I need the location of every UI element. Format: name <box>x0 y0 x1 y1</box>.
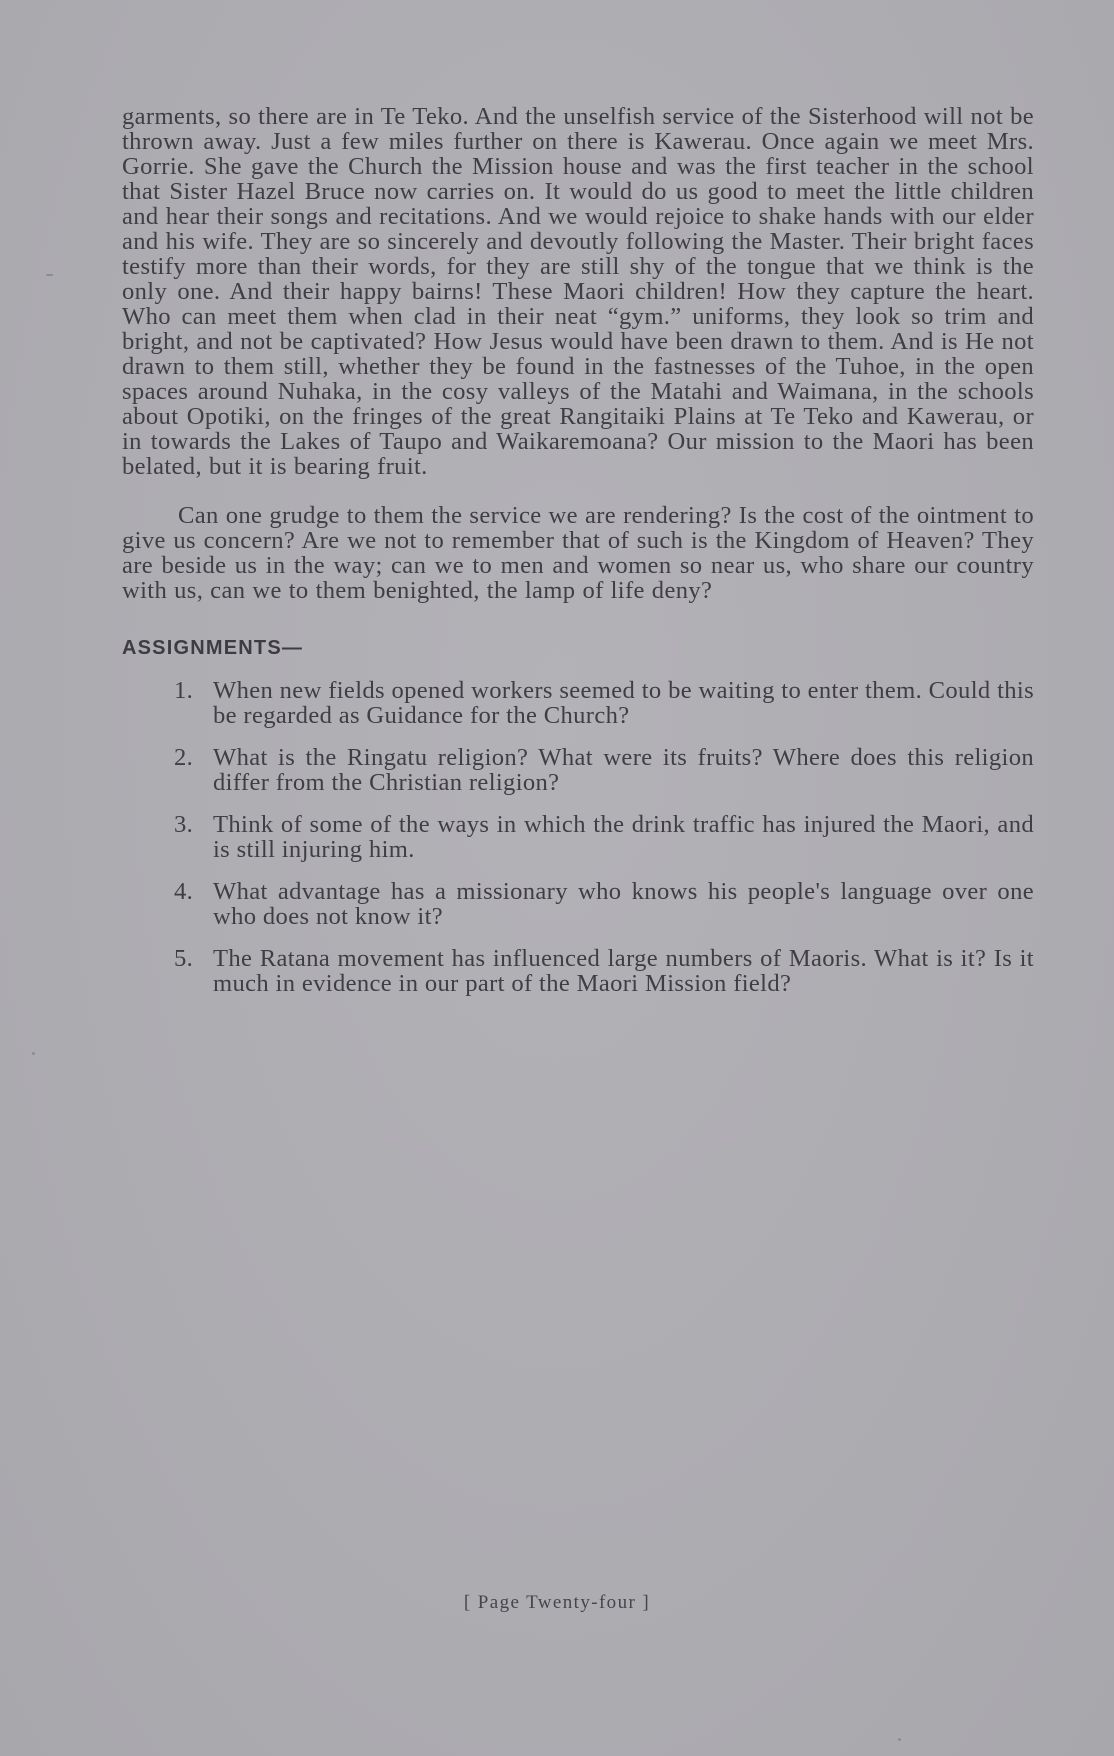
assignment-number: 2. <box>174 744 194 771</box>
paper-speck <box>898 1738 901 1741</box>
assignment-number: 5. <box>174 945 194 972</box>
assignment-number: 4. <box>174 878 194 905</box>
page-body <box>122 104 1034 1013</box>
assignments-list <box>122 678 1034 996</box>
body-paragraph-2: Can one grudge to them the service we are rendering? Is the cost of the ointment to give us concern? Are we not to remember that of such is the Kingdom of Heaven? They are beside us in the way; can we to men and women so near us, who share our country with us, can we to them benighted, the lamp of life deny? <box>122 502 1034 604</box>
page-number: [ Page Twenty-four ] <box>463 1592 651 1613</box>
assignment-item-2 <box>122 745 1034 795</box>
assignment-item-1 <box>122 678 1034 728</box>
paper-speck <box>32 1052 35 1055</box>
paper-speck <box>46 274 53 276</box>
assignment-text: What is the Ringatu religion? What were its fruits? Where does this religion differ from the Christian religion? <box>213 744 1034 796</box>
body-paragraph-1: garments, so there are in Te Teko. And the unselfish service of the Sisterhood will not be thrown away. Just a few miles further on there is Kawerau. Once again we meet Mrs. Gorrie. She gave the Church the Mission house and was the first teacher in the school that Sister Hazel Bruce now carries on. It would do us good to meet the little children and hear their songs and recitations. And we would rejoice to shake hands with our elder and his wife. They are so sincerely and devoutly following the Master. Their bright faces testify more than their words, for they are still shy of the tongue that we think is the only one. And their happy bairns! These Maori children! How they capture the heart. Who can meet them when clad in their neat “gym.” uniforms, they look so trim and bright, and not be captivated? How Jesus would have been drawn to them. And is He not drawn to them still, whether they be found in the fastnesses of the Tuhoe, in the open spaces around Nuhaka, in the cosy valleys of the Matahi and Waimana, in the schools about Opotiki, on the fringes of the great Rangitaiki Plains at Te Teko and Kawerau, or in towards the Lakes of Taupo and Waikaremoana? Our mission to the Maori has been belated, but it is bearing fruit. <box>122 103 1034 480</box>
assignment-item-5 <box>122 946 1034 996</box>
assignment-number: 1. <box>174 677 194 704</box>
assignment-text: What advantage has a missionary who knows his people's language over one who does not know it? <box>213 878 1034 930</box>
assignment-text: Think of some of the ways in which the drink traffic has injured the Maori, and is still injuring him. <box>213 811 1034 863</box>
assignment-item-4 <box>122 879 1034 929</box>
assignment-text: The Ratana movement has influenced large numbers of Maoris. What is it? Is it much in evidence in our part of the Maori Mission field? <box>213 945 1034 997</box>
assignment-number: 3. <box>174 811 194 838</box>
assignment-text: When new fields opened workers seemed to be waiting to enter them. Could this be regarded as Guidance for the Church? <box>213 677 1034 729</box>
assignment-item-3 <box>122 812 1034 862</box>
assignments-heading: ASSIGNMENTS— <box>122 637 304 659</box>
